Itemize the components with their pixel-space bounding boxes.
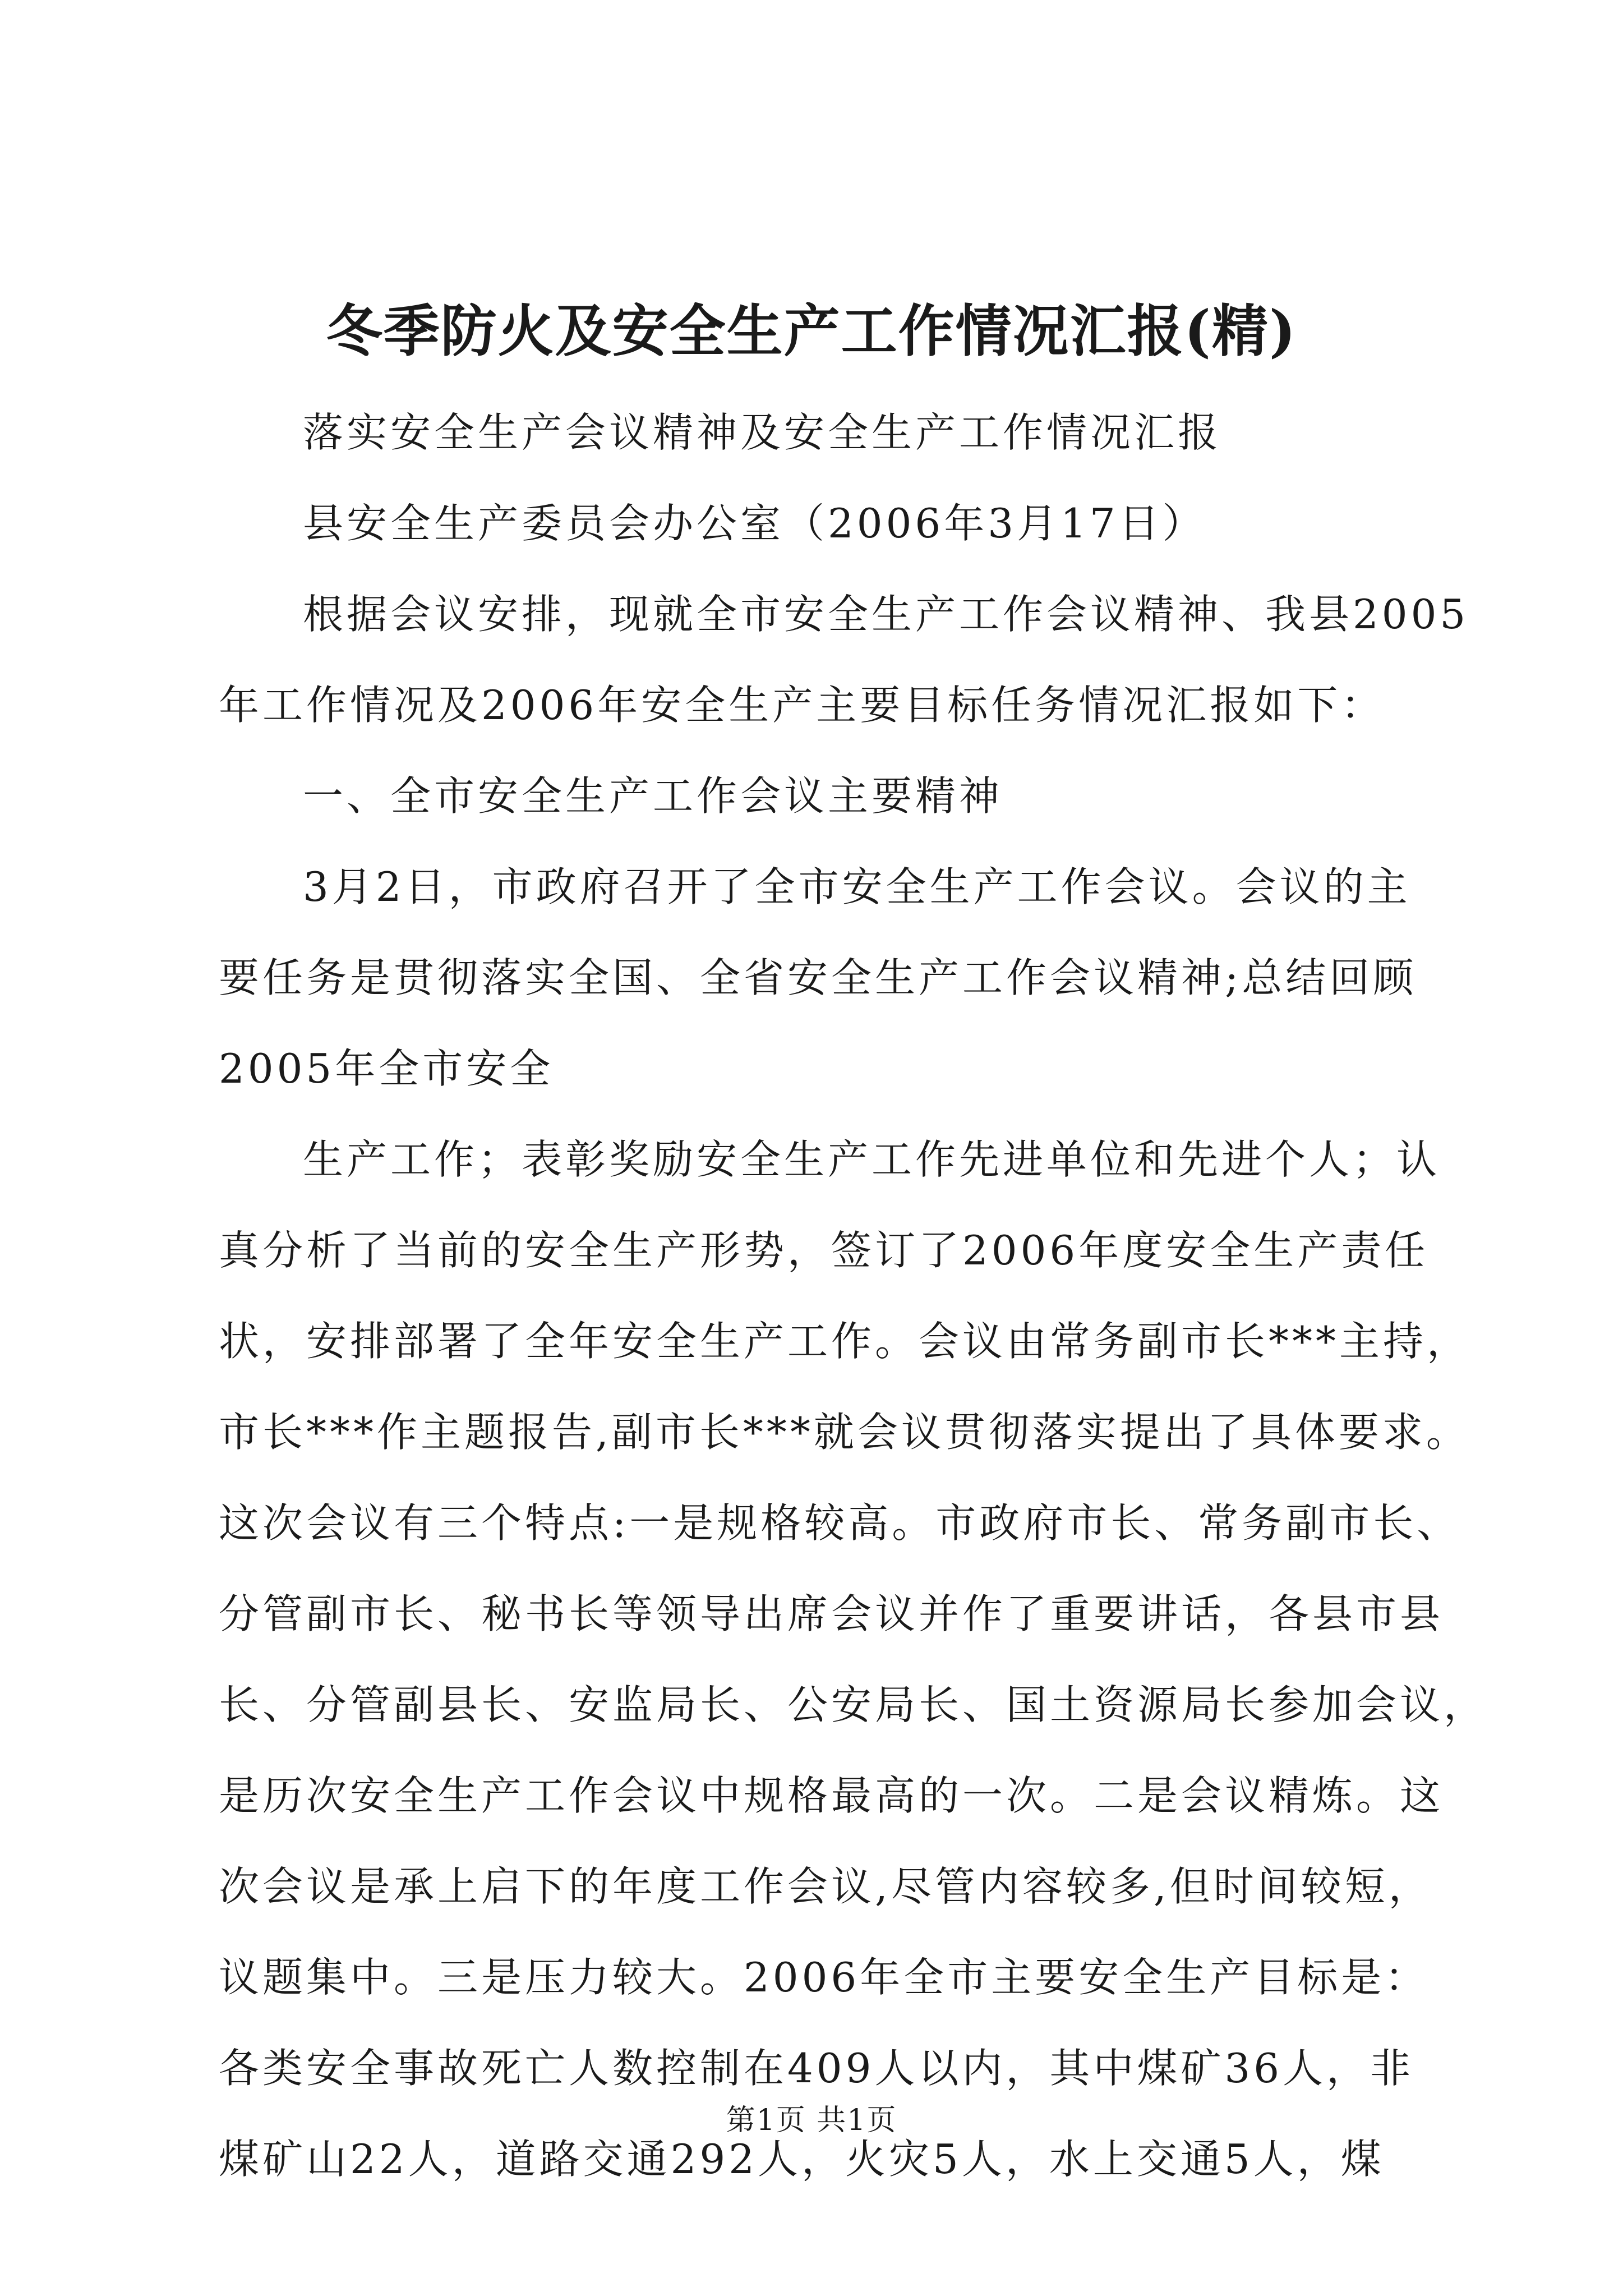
paragraph-line: 要任务是贯彻落实全国、全省安全生产工作会议精神;总结回顾 [219,954,1417,1001]
paragraph-line: 这次会议有三个特点:一是规格较高。市政府市长、常务副市长、 [219,1499,1461,1547]
paragraph-line: 次会议是承上启下的年度工作会议,尽管内容较多,但时间较短， [219,1863,1432,1910]
paragraph-line: 议题集中。三是压力较大。2006年全市主要安全生产目标是： [219,1954,1429,2001]
issuer-line: 县安全生产委员会办公室（2006年3月17日） [303,500,1206,547]
paragraph-line: 市长***作主题报告,副市长***就会议贯彻落实提出了具体要求。 [219,1409,1470,1456]
paragraph-line: 2005年全市安全 [219,1045,554,1092]
paragraph-line: 分管副市长、秘书长等领导出席会议并作了重要讲话，各县市县 [219,1590,1444,1637]
document-body [219,387,1488,2205]
paragraph-line: 各类安全事故死亡人数控制在409人以内，其中煤矿36人，非 [219,2045,1414,2092]
paragraph-line: 煤矿山22人，道路交通292人，火灾5人，水上交通5人，煤 [219,2136,1385,2183]
paragraph-line: 状，安排部署了全年安全生产工作。会议由常务副市长***主持， [219,1318,1471,1365]
paragraph-line: 3月2日，市政府召开了全市安全生产工作会议。会议的主 [303,863,1411,910]
paragraph-line: 真分析了当前的安全生产形势，签订了2006年度安全生产责任 [219,1227,1429,1274]
paragraph-line: 是历次安全生产工作会议中规格最高的一次。二是会议精炼。这 [219,1772,1444,1819]
paragraph-line: 年工作情况及2006年安全生产主要目标任务情况汇报如下： [219,682,1385,729]
paragraph-line: 长、分管副县长、安监局长、公安局长、国土资源局长参加会议， [219,1681,1488,1728]
page-footer: 第1页 共1页 [726,2104,897,2137]
subtitle-line: 落实安全生产会议精神及安全生产工作情况汇报 [303,409,1222,456]
section-heading: 一、全市安全生产工作会议主要精神 [303,772,1003,820]
paragraph-line: 根据会议安排，现就全市安全生产工作会议精神、我县2005 [303,591,1469,638]
paragraph-line: 生产工作；表彰奖励安全生产工作先进单位和先进个人；认 [303,1136,1441,1183]
document-title: 冬季防火及安全生产工作情况汇报(精) [326,298,1297,364]
